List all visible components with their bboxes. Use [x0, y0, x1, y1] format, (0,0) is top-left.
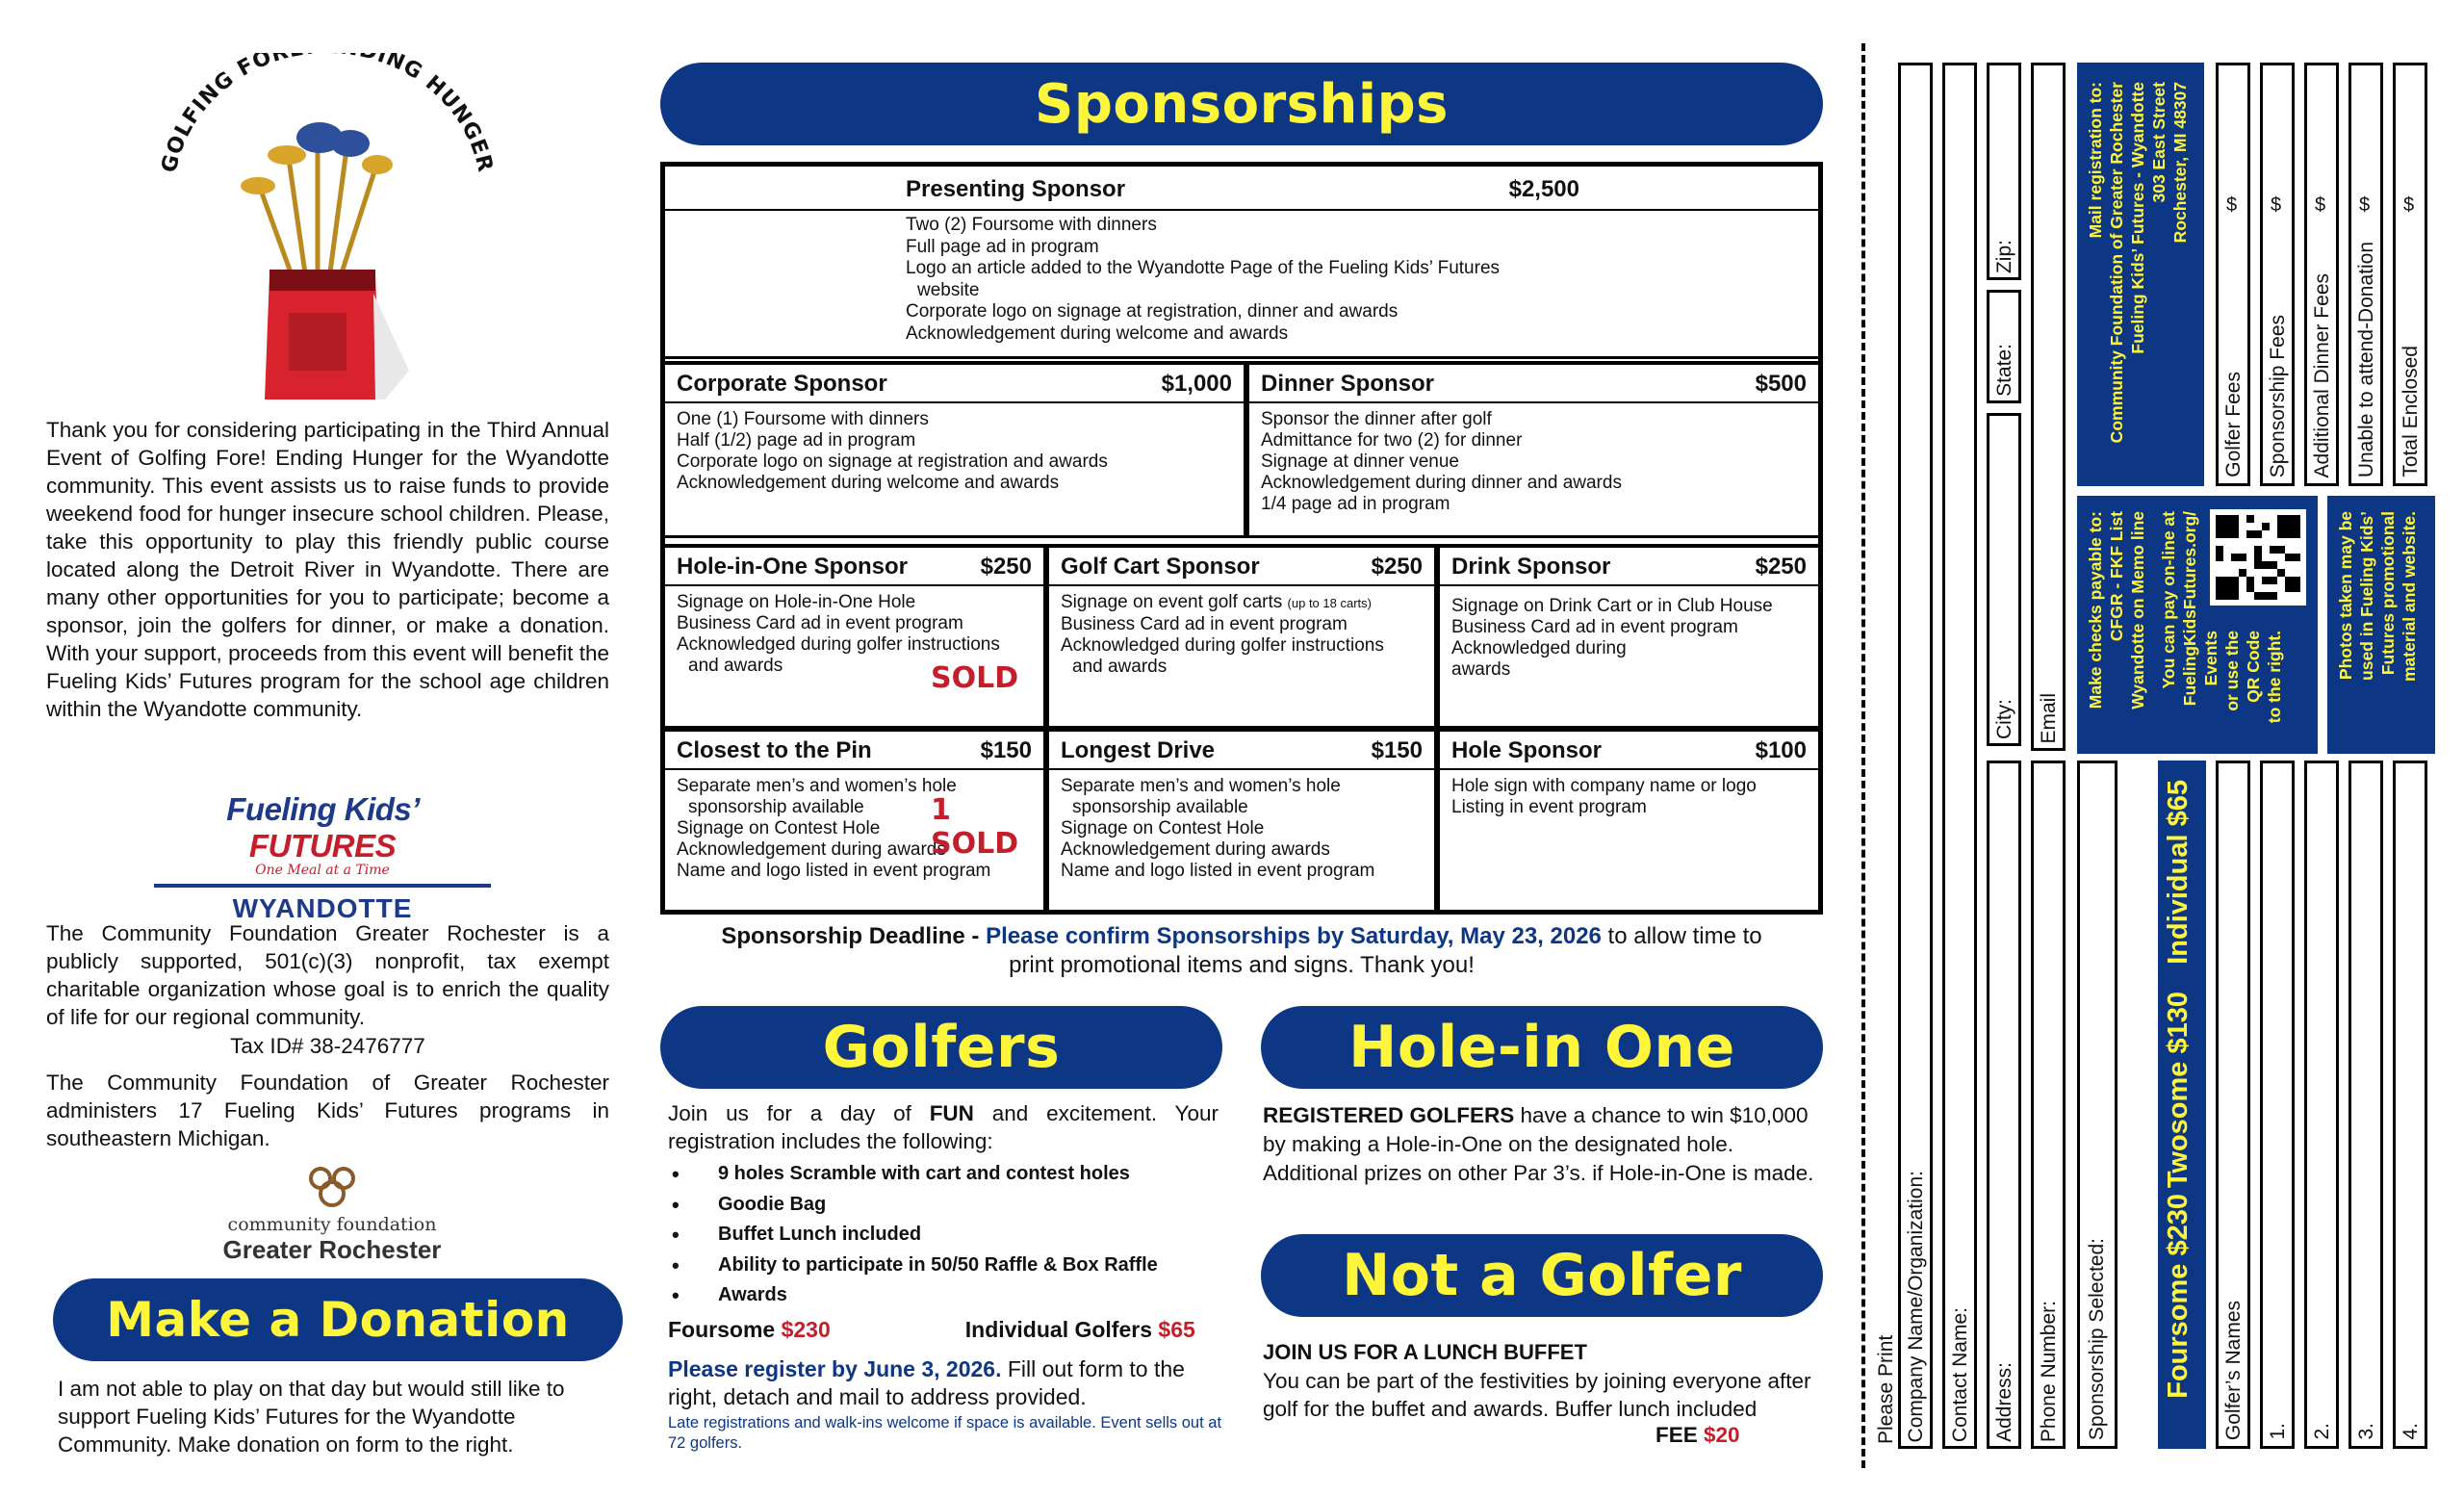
- fkf-fueling: Fueling Kids’: [226, 791, 419, 827]
- longest-drive-name: Longest Drive: [1061, 737, 1216, 763]
- hole-sponsor-name: Hole Sponsor: [1451, 737, 1603, 763]
- drink-sponsor-cell: [1437, 544, 1818, 729]
- closest-pin-price: $150: [980, 737, 1032, 763]
- payment-info-box: [2077, 496, 2318, 754]
- golf-cart-sponsor-cell: [1046, 544, 1437, 729]
- twosome-price-label: Twosome $130: [2163, 992, 2194, 1189]
- presenting-item: Logo an article added to the Wyandotte Page of the Fueling Kids’ Futures: [906, 258, 1501, 278]
- intro-paragraph: Thank you for considering participating in the Third Annual Event of Golfing Fore! Ending Hunger for the Wyandotte community. This event assists us to raise funds to provide weekend food for hunger insecure school children. Please, take this opportunity to play this friendly public course located along the Detroit River in Wyandotte. There are many other opportunities for you to participate; become a sponsor, join the golfers for dinner, or make a donation. With your support, proceeds from this event will benefit the Fueling Kids’ Futures program for the school age children within the Wyandotte community.: [46, 418, 609, 721]
- cf-logo-line2: Greater Rochester: [222, 1235, 442, 1264]
- dinner-sponsor-price: $500: [1755, 371, 1807, 397]
- additional-dinner-fees-field[interactable]: Additional Dinner Fees $: [2304, 63, 2339, 486]
- mail-line: Rochester, MI 48307: [2170, 82, 2190, 244]
- hole-sponsor-item: Hole sign with company name or logo: [1451, 776, 1757, 796]
- photos-line: material and website.: [2400, 511, 2419, 683]
- closest-pin-sold-badge: 1 SOLD: [931, 793, 1019, 861]
- deadline-date: Please confirm Sponsorships by Saturday, May 23, 2026: [986, 923, 1602, 949]
- tax-id: Tax ID# 38-2476777: [230, 1034, 425, 1058]
- golfer-4-field[interactable]: 4.: [2393, 761, 2427, 1449]
- list-item: • Goodie Bag: [668, 1190, 1219, 1221]
- photos-line: used in Fueling Kids’: [2357, 511, 2376, 681]
- online-line: You can pay on-line at: [2159, 511, 2178, 689]
- sponsorship-fees-field[interactable]: Sponsorship Fees $: [2260, 63, 2295, 486]
- sponsorship-selected-field[interactable]: Sponsorship Selected:: [2077, 761, 2118, 1449]
- golfer-1-field[interactable]: 1.: [2260, 761, 2295, 1449]
- golf-cart-sponsor-price: $250: [1371, 554, 1423, 580]
- corporate-item: Corporate logo on signage at registration and awards: [677, 451, 1108, 472]
- mail-line: Fueling Kids’ Futures - Wyandotte: [2128, 82, 2147, 354]
- community-foundation-logo: [212, 1165, 452, 1271]
- lunch-buffet-subtitle: JOIN US FOR A LUNCH BUFFET: [1263, 1340, 1587, 1364]
- registration-prices-band: [2158, 761, 2206, 1449]
- drink-item: awards: [1451, 659, 1511, 680]
- hole-sponsor-price: $100: [1755, 737, 1807, 763]
- golf-cart-item: and awards: [1072, 657, 1168, 677]
- golfer-names-header: Golfer’s Names: [2216, 761, 2250, 1449]
- sponsorship-table: [660, 162, 1823, 915]
- hio-sponsor-name: Hole-in-One Sponsor: [677, 554, 908, 580]
- dinner-item: Signage at dinner venue: [1261, 451, 1459, 472]
- presenting-sponsor-price: $2,500: [1508, 176, 1579, 202]
- photos-line: Futures promotional: [2378, 511, 2398, 676]
- golfer-fees: [668, 1317, 1219, 1343]
- drink-item: Business Card ad in event program: [1451, 617, 1738, 637]
- dinner-sponsor-name: Dinner Sponsor: [1261, 371, 1435, 397]
- mail-line: 303 East Street: [2149, 82, 2169, 203]
- corporate-item: Half (1/2) page ad in program: [677, 430, 916, 451]
- presenting-item: Two (2) Foursome with dinners: [906, 215, 1157, 235]
- hole-in-one-text: REGISTERED GOLFERS have a chance to win $10,000 by making a Hole-in-One on the designated hole. Additional prizes on other Par 3’s. if Hole-in-One is made.: [1263, 1103, 1814, 1185]
- online-line: Events: [2201, 631, 2220, 686]
- not-a-golfer-title: Not a Golfer: [1261, 1234, 1823, 1317]
- svg-text:GOLFING FORE! ENDING HUNGER: [157, 53, 497, 175]
- contact-name-field[interactable]: Contact Name:: [1942, 63, 1977, 1449]
- golfer-fees-field[interactable]: Golfer Fees $: [2216, 63, 2250, 486]
- foundation-emblem-icon: [294, 1165, 371, 1209]
- longest-drive-price: $150: [1371, 737, 1423, 763]
- late-registration-note: Late registrations and walk-ins welcome if space is available. Event sells out at 72 golfers.: [668, 1414, 1222, 1452]
- donation-field[interactable]: Unable to attend-Donation $: [2348, 63, 2383, 486]
- drink-sponsor-name: Drink Sponsor: [1451, 554, 1611, 580]
- longest-drive-cell: [1046, 729, 1437, 910]
- cf-paragraph-2: The Community Foundation of Greater Rochester administers 17 Fueling Kids’ Futures programs in southeastern Michigan.: [46, 1070, 609, 1150]
- longest-drive-item: Acknowledgement during awards: [1061, 839, 1330, 860]
- sponsorship-deadline: [660, 922, 1823, 980]
- sponsorships-title: Sponsorships: [660, 63, 1823, 145]
- donation-text: I am not able to play on that day but would still like to support Fueling Kids’ Futures for the Wyandotte Community. Make donation on form to the right.: [58, 1377, 565, 1457]
- logo-arc-text: GOLFING FOR ING HUNGER: [157, 53, 498, 175]
- fkf-divider: [154, 884, 491, 888]
- golfers-title: Golfers: [660, 1006, 1222, 1089]
- dinner-sponsor-cell: [1246, 361, 1818, 538]
- closest-to-pin-cell: [665, 729, 1046, 910]
- individual-price: $65: [1158, 1317, 1195, 1342]
- golf-cart-sponsor-name: Golf Cart Sponsor: [1061, 554, 1260, 580]
- list-item: • Ability to participate in 50/50 Raffle & Box Raffle: [668, 1251, 1219, 1281]
- online-line: to the right.: [2265, 631, 2284, 724]
- total-enclosed-field[interactable]: Total Enclosed $: [2393, 63, 2427, 486]
- closest-pin-name: Closest to the Pin: [677, 737, 872, 763]
- closest-pin-item: Signage on Contest Hole: [677, 818, 881, 838]
- golfers-intro: Join us for a day of FUN and excitement. Your registration includes the following:: [668, 1101, 1219, 1153]
- presenting-sponsor-cell: [665, 167, 1818, 359]
- drink-item: Acknowledged during: [1451, 638, 1627, 658]
- closest-pin-item: Acknowledgement during awards: [677, 839, 946, 860]
- longest-drive-item: sponsorship available: [1072, 797, 1248, 817]
- individual-label: Individual Golfers: [964, 1317, 1159, 1342]
- cf-logo-line1: community foundation: [227, 1214, 437, 1235]
- hio-item: and awards: [688, 656, 783, 676]
- register-deadline: Please register by June 3, 2026. Fill out form to the right, detach and mail to address provided.: [668, 1356, 1185, 1409]
- presenting-item: Corporate logo on signage at registration, dinner and awards: [906, 301, 1399, 322]
- golf-bag-icon: [154, 53, 500, 409]
- hole-in-one-title: Hole-in One: [1261, 1006, 1823, 1089]
- buffet-fee: FEE $20: [1656, 1423, 1740, 1447]
- foursome-label: Foursome: [668, 1317, 782, 1342]
- individual-price-label: Individual $65: [2163, 780, 2194, 965]
- list-item: • Awards: [668, 1280, 1219, 1311]
- make-donation-title: Make a Donation: [53, 1278, 623, 1361]
- deadline-label: Sponsorship Deadline -: [721, 923, 987, 949]
- closest-pin-item: Separate men’s and women’s hole: [677, 776, 957, 796]
- dinner-item: Acknowledgement during dinner and awards: [1261, 473, 1622, 493]
- mail-line: Mail registration to:: [2086, 82, 2105, 239]
- online-line: QR Code: [2244, 631, 2263, 703]
- closest-pin-item: Name and logo listed in event program: [677, 861, 991, 881]
- hio-item: Acknowledged during golfer instructions: [677, 634, 1000, 655]
- hio-item: Signage on Hole-in-One Hole: [677, 592, 916, 612]
- presenting-sponsor-name: Presenting Sponsor: [906, 176, 1126, 202]
- list-item: • 9 holes Scramble with cart and contest holes: [668, 1159, 1219, 1190]
- hio-sponsor-price: $250: [980, 554, 1032, 580]
- fueling-kids-futures-logo: [154, 791, 491, 923]
- closest-pin-item: sponsorship available: [688, 797, 864, 817]
- hole-sponsor-cell: [1437, 729, 1818, 910]
- longest-drive-item: Name and logo listed in event program: [1061, 861, 1375, 881]
- presenting-item: website: [917, 279, 980, 300]
- deadline-rest: to allow time to: [1601, 923, 1762, 949]
- golf-cart-item: Signage on event golf carts: [1061, 592, 1283, 612]
- dinner-item: 1/4 page ad in program: [1261, 494, 1450, 514]
- checks-line: CFGR - FKF List: [2107, 511, 2126, 642]
- list-item: • Buffet Lunch included: [668, 1220, 1219, 1251]
- golfer-3-field[interactable]: 3.: [2348, 761, 2383, 1449]
- qr-code-icon[interactable]: [2210, 509, 2306, 606]
- corporate-item: One (1) Foursome with dinners: [677, 409, 929, 429]
- mail-line: Community Foundation of Greater Rochester: [2107, 82, 2126, 444]
- tear-line: [1861, 43, 1865, 1468]
- not-golfer-text: You can be part of the festivities by joining everyone after golf for the buffet and awards. Buffer lunch included: [1263, 1369, 1811, 1421]
- hio-item: Business Card ad in event program: [677, 613, 963, 633]
- foursome-price: $230: [781, 1317, 831, 1342]
- checks-line: Make checks payable to:: [2086, 511, 2105, 709]
- corporate-sponsor-cell: [665, 361, 1246, 538]
- golf-cart-item: Business Card ad in event program: [1061, 614, 1348, 634]
- state-field[interactable]: State:: [1987, 290, 2021, 403]
- photos-notice-box: [2327, 496, 2435, 754]
- corporate-item: Acknowledgement during welcome and awards: [677, 473, 1060, 493]
- hole-in-one-sponsor-cell: [665, 544, 1046, 729]
- address-field[interactable]: Address:: [1987, 761, 2021, 1449]
- deadline-line2: print promotional items and signs. Thank you!: [1009, 952, 1475, 978]
- foursome-price-label: Foursome $230: [2163, 1194, 2194, 1399]
- online-line: or use the: [2222, 631, 2242, 711]
- company-name-field[interactable]: Company Name/Organization:: [1898, 63, 1933, 1449]
- golfers-includes-list: [668, 1159, 1219, 1311]
- corporate-sponsor-price: $1,000: [1161, 371, 1232, 397]
- phone-field[interactable]: Phone Number:: [2031, 761, 2066, 1449]
- drink-item: Signage on Drink Cart or in Club House: [1451, 596, 1773, 616]
- mail-registration-box: [2077, 63, 2204, 486]
- zip-field[interactable]: Zip:: [1987, 63, 2021, 280]
- corporate-sponsor-name: Corporate Sponsor: [677, 371, 887, 397]
- cf-paragraph-1: The Community Foundation Greater Rochester is a publicly supported, 501(c)(3) nonprofit, tax exempt charitable organization whose goal is to enrich the quality of life for our regional community.: [46, 921, 609, 1029]
- photos-line: Photos taken may be: [2336, 511, 2355, 681]
- hole-sponsor-item: Listing in event program: [1451, 797, 1647, 817]
- presenting-item: Acknowledgement during welcome and awards: [906, 322, 1289, 344]
- drink-sponsor-price: $250: [1755, 554, 1807, 580]
- fkf-tagline: One Meal at a Time: [255, 863, 390, 878]
- email-field[interactable]: Email: [2031, 63, 2066, 751]
- fun-word: FUN: [929, 1101, 974, 1125]
- city-field[interactable]: City:: [1987, 413, 2021, 746]
- dinner-item: Sponsor the dinner after golf: [1261, 409, 1492, 429]
- event-logo: [154, 53, 500, 409]
- golf-cart-note: (up to 18 carts): [1287, 596, 1372, 610]
- dinner-item: Admittance for two (2) for dinner: [1261, 430, 1523, 451]
- checks-line: Wyandotte on Memo line: [2128, 511, 2147, 709]
- longest-drive-item: Separate men’s and women’s hole: [1061, 776, 1341, 796]
- fkf-futures: FUTURES: [248, 828, 397, 864]
- longest-drive-item: Signage on Contest Hole: [1061, 818, 1265, 838]
- presenting-item: Full page ad in program: [906, 236, 1099, 257]
- fkf-city: WYANDOTTE: [232, 893, 413, 923]
- golf-cart-item: Acknowledged during golfer instructions: [1061, 635, 1384, 656]
- hio-sold-badge: SOLD: [931, 661, 1019, 695]
- golfer-2-field[interactable]: 2.: [2304, 761, 2339, 1449]
- please-print-label: Please Print: [1875, 1334, 1897, 1444]
- online-line: FuelingKidsFutures.org/: [2180, 511, 2199, 707]
